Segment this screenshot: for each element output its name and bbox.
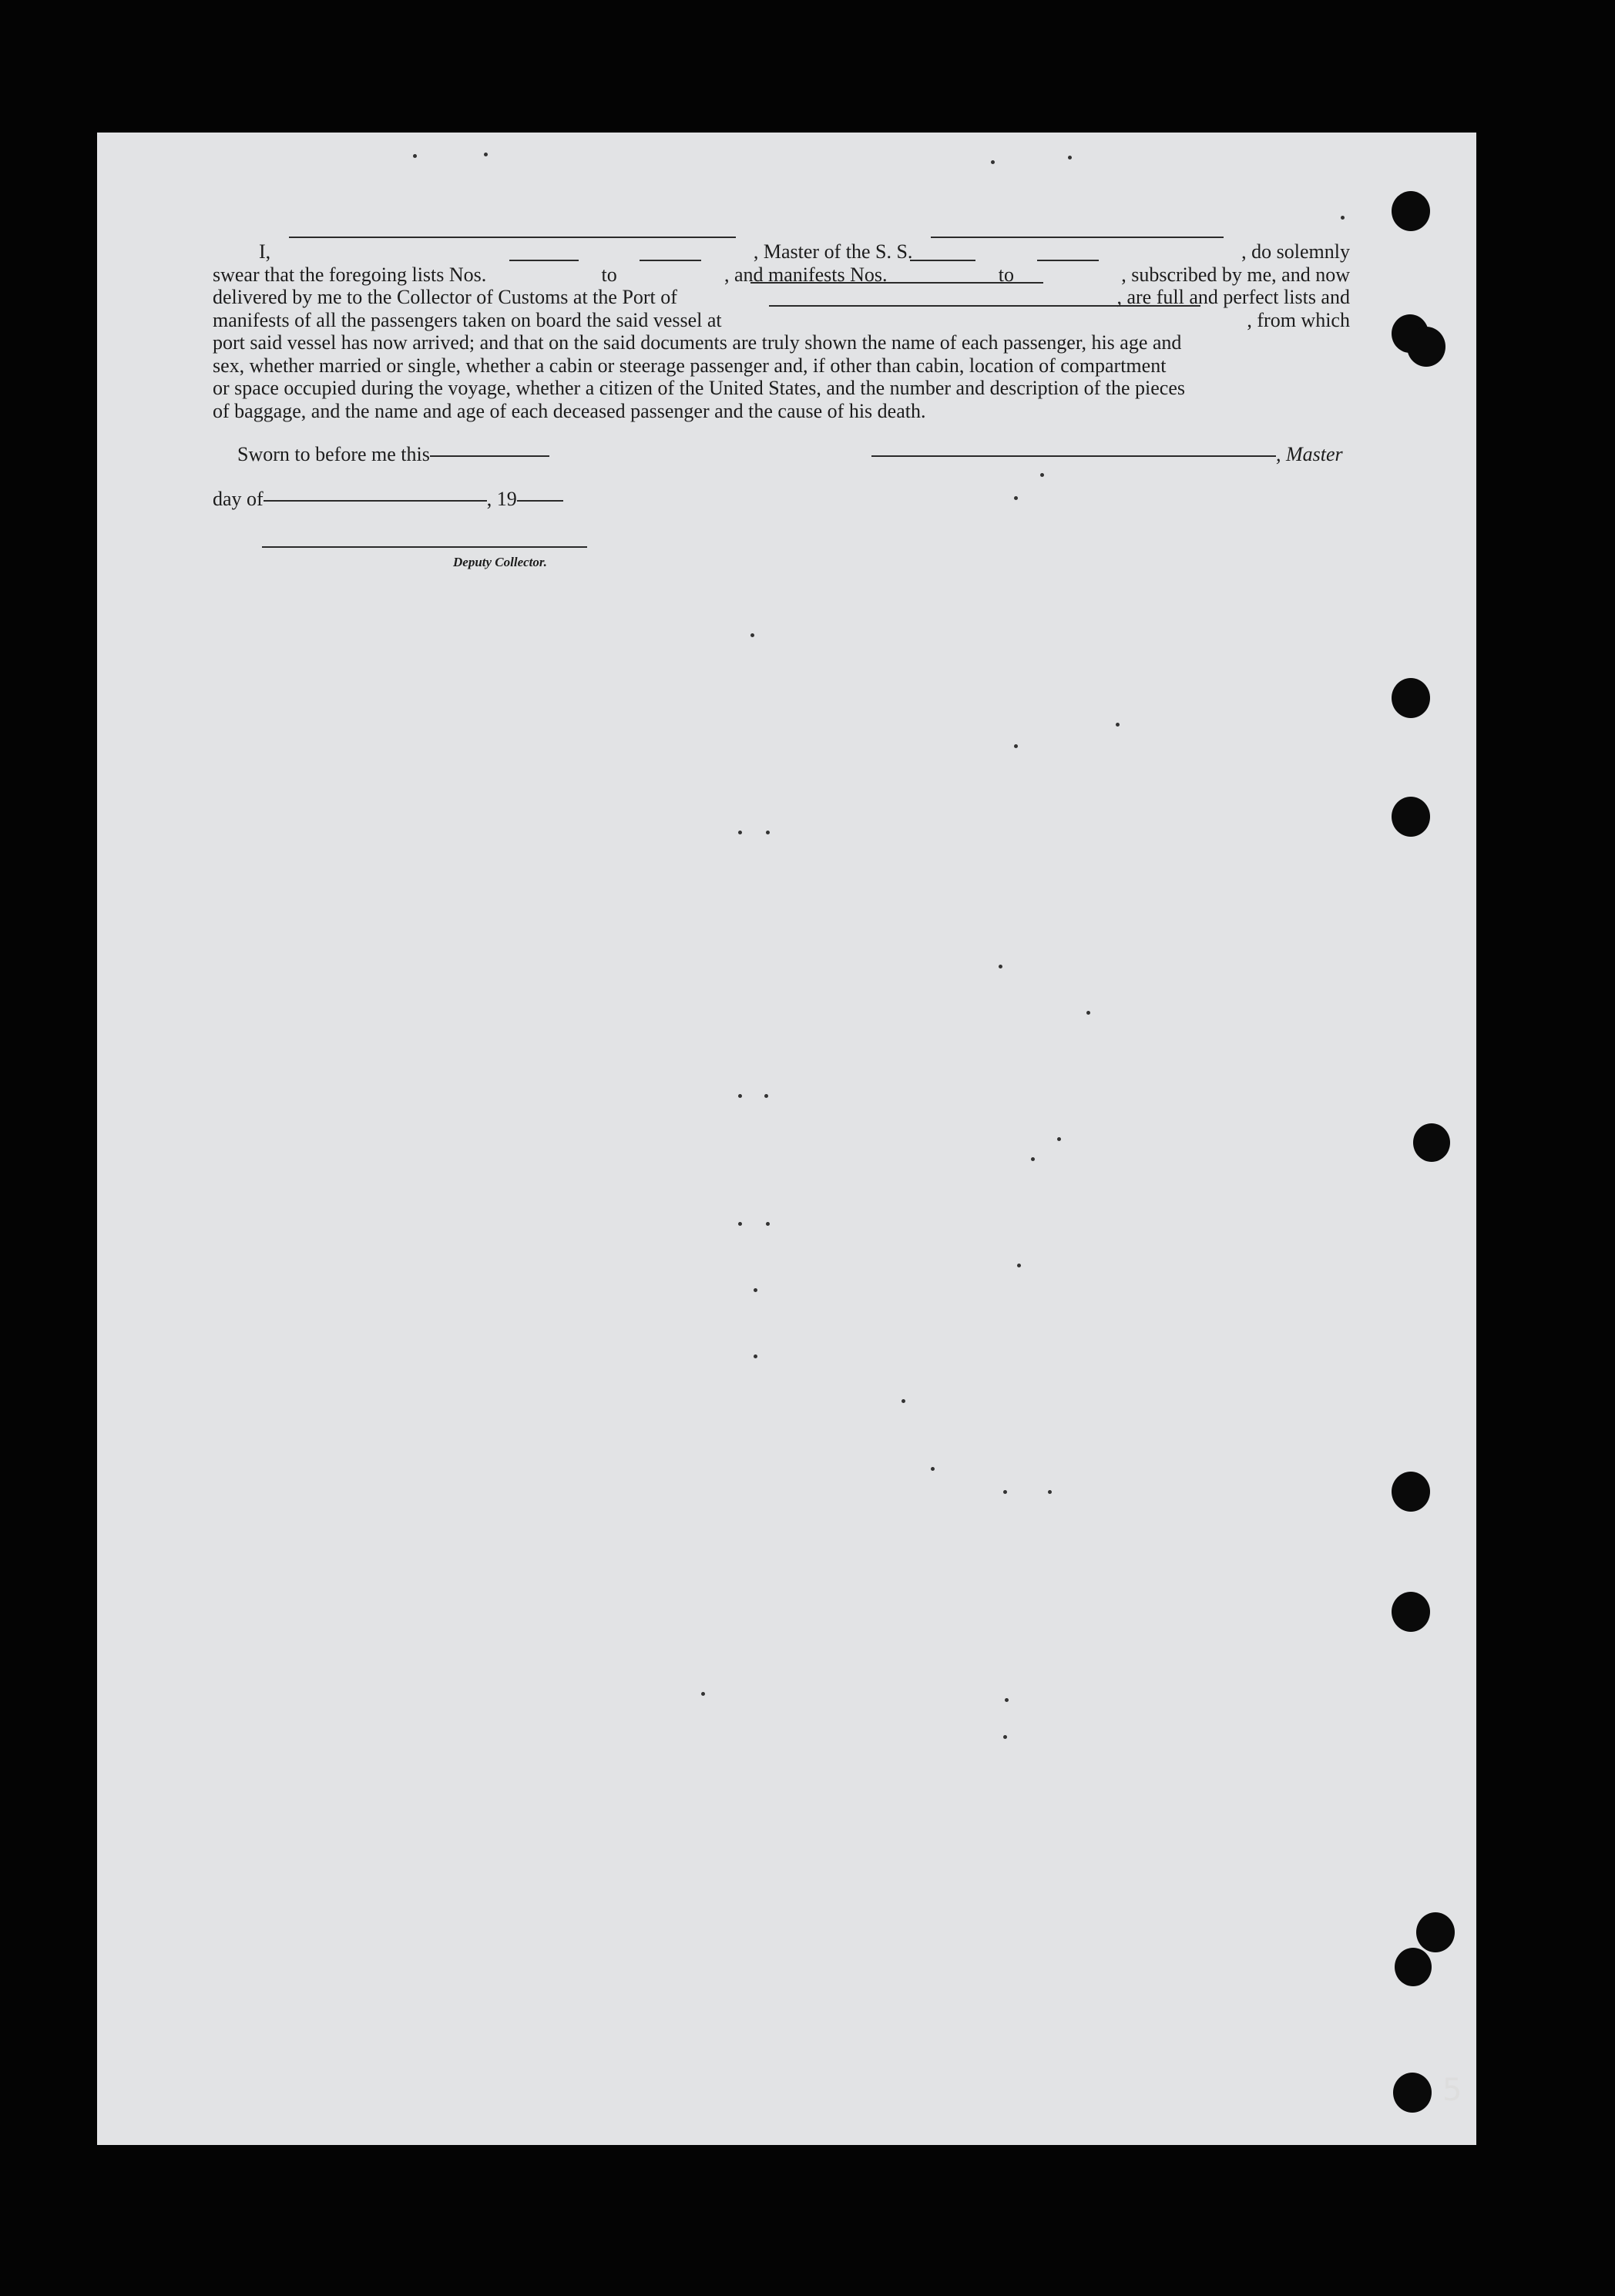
scan-speck — [766, 831, 770, 834]
month-blank — [264, 500, 487, 502]
scan-speck — [1040, 473, 1044, 477]
scan-speck — [1116, 723, 1120, 727]
scan-speck — [413, 154, 417, 158]
scan-speck — [902, 1399, 905, 1403]
manifests-to-blank — [1037, 260, 1099, 261]
punch-hole — [1395, 1948, 1432, 1986]
oath-line-5: port said vessel has now arrived; and that on the said documents are truly shown the name of each passenger, his age and — [213, 331, 1182, 354]
scan-speck — [991, 160, 995, 164]
oath-line-1-solemnly: , do solemnly — [1241, 240, 1350, 263]
lists-to-blank — [640, 260, 701, 261]
scan-speck — [1341, 216, 1345, 220]
scan-speck — [1031, 1157, 1035, 1161]
deputy-collector-label: Deputy Collector. — [453, 555, 547, 569]
scan-speck — [1057, 1137, 1061, 1141]
scan-speck — [1003, 1735, 1007, 1739]
punch-hole — [1392, 678, 1430, 718]
punch-hole — [1392, 1592, 1430, 1632]
manifest-sheet — [97, 133, 1476, 2145]
scan-speck — [766, 1222, 770, 1226]
oath-line-2-subscribed: , subscribed by me, and now — [1121, 263, 1350, 286]
scan-speck — [738, 1094, 742, 1098]
oath-line-4-manifests: manifests of all the passengers taken on board the said vessel at — [213, 308, 722, 331]
scan-speck — [1048, 1490, 1052, 1494]
oath-line-7: or space occupied during the voyage, whether a citizen of the United States, and the number and description of the pieces — [213, 377, 1186, 399]
day-of-line — [213, 488, 563, 511]
ship-name-blank — [931, 237, 1224, 238]
oath-line-1-master: , Master of the S. S. — [753, 240, 913, 263]
sworn-text: Sworn to before me this — [237, 443, 430, 465]
port-blank — [750, 282, 1043, 284]
oath-line-2-to-1: to — [601, 263, 617, 286]
scan-speck — [754, 1354, 757, 1358]
scan-speck — [1014, 496, 1018, 500]
scan-speck — [1086, 1011, 1090, 1015]
scan-speck — [1068, 156, 1072, 159]
scan-speck — [750, 633, 754, 637]
oath-line-2-manifests: , and manifests Nos. — [724, 263, 888, 286]
punch-hole — [1393, 2073, 1432, 2113]
lists-from-blank — [509, 260, 579, 261]
scan-speck — [1005, 1698, 1009, 1702]
scan-speck — [764, 1094, 768, 1098]
punch-hole — [1413, 1123, 1450, 1162]
scan-speck — [738, 1222, 742, 1226]
scan-speck — [1017, 1264, 1021, 1267]
punch-hole — [1392, 191, 1430, 231]
scan-speck — [738, 831, 742, 834]
punch-hole — [1392, 1472, 1430, 1512]
master-name-blank — [289, 237, 736, 238]
manifests-from-blank — [910, 260, 975, 261]
margin-mark: 5 — [1442, 2073, 1462, 2108]
scan-speck — [1014, 744, 1018, 748]
scan-speck — [999, 965, 1002, 968]
scan-speck — [1003, 1490, 1007, 1494]
oath-line-3-perfect: , are full and perfect lists and — [1116, 286, 1350, 308]
deputy-signature-blank — [262, 546, 587, 548]
oath-line-8: of baggage, and the name and age of each deceased passenger and the cause of his death. — [213, 399, 926, 422]
year-prefix: , 19 — [486, 488, 517, 510]
punch-hole — [1392, 797, 1430, 837]
oath-line-1 — [213, 240, 1350, 264]
master-signature-line — [871, 443, 1343, 466]
oath-line-2-to-2: to — [998, 263, 1014, 286]
oath-line-4 — [213, 309, 1350, 332]
oath-line-6: sex, whether married or single, whether a cabin or steerage passenger and, if other than cabin, location of compartment — [213, 354, 1167, 377]
oath-line-4-from-which: , from which — [1247, 308, 1350, 331]
punch-hole — [1407, 327, 1445, 367]
oath-paragraph — [213, 240, 1350, 422]
oath-line-2-swear: swear that the foregoing lists Nos. — [213, 263, 487, 286]
master-signature-blank — [871, 455, 1276, 457]
day-of-text: day of — [213, 488, 264, 510]
punch-hole — [1416, 1912, 1455, 1952]
scan-speck — [754, 1288, 757, 1292]
sworn-line — [237, 443, 549, 466]
master-label: , Master — [1276, 443, 1343, 465]
scan-speck — [484, 153, 488, 156]
year-blank — [517, 500, 563, 502]
oath-line-3-delivered: delivered by me to the Collector of Customs at the Port of — [213, 286, 677, 308]
embark-port-blank — [769, 305, 1200, 307]
scan-speck — [931, 1467, 935, 1471]
sworn-date-blank — [430, 455, 549, 457]
oath-line-1-i: I, — [259, 240, 271, 263]
scan-speck — [701, 1692, 705, 1696]
